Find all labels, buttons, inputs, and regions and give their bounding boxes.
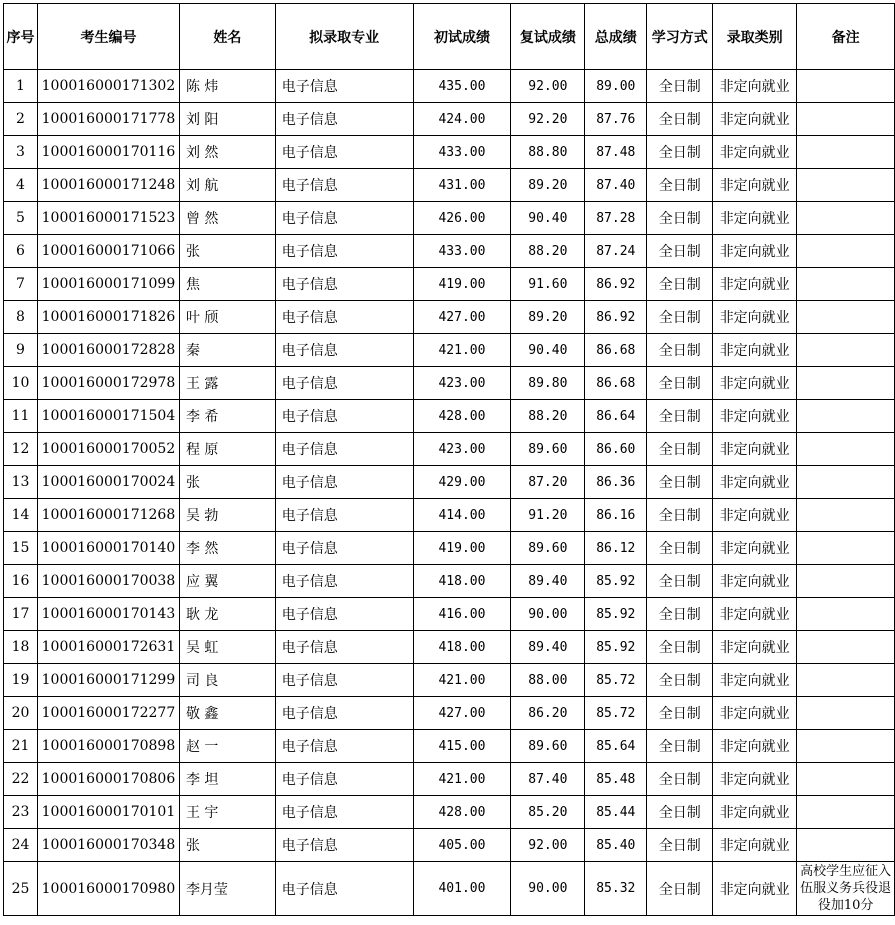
cell-total-score: 86.16 (585, 499, 647, 532)
cell-retest-score: 87.20 (511, 466, 585, 499)
cell-exam-id: 100016000172828 (37, 334, 179, 367)
cell-admission-type: 非定向就业 (713, 796, 797, 829)
cell-initial-score: 405.00 (413, 829, 511, 862)
cell-exam-id: 100016000170980 (37, 862, 179, 916)
table-row (4, 532, 895, 565)
cell-major: 电子信息 (275, 334, 413, 367)
cell-index: 7 (4, 268, 38, 301)
cell-admission-type: 非定向就业 (713, 664, 797, 697)
cell-study-mode: 全日制 (647, 367, 713, 400)
cell-index: 24 (4, 829, 38, 862)
cell-retest-score: 90.00 (511, 598, 585, 631)
cell-study-mode: 全日制 (647, 334, 713, 367)
cell-retest-score: 92.00 (511, 829, 585, 862)
cell-name: 刘 然 (179, 136, 275, 169)
cell-exam-id: 100016000171066 (37, 235, 179, 268)
cell-exam-id: 100016000170101 (37, 796, 179, 829)
table-header (4, 4, 895, 70)
cell-admission-type: 非定向就业 (713, 136, 797, 169)
cell-remarks (797, 367, 895, 400)
cell-study-mode: 全日制 (647, 169, 713, 202)
cell-exam-id: 100016000172978 (37, 367, 179, 400)
cell-exam-id: 100016000170348 (37, 829, 179, 862)
cell-name: 刘 航 (179, 169, 275, 202)
header-retest-score: 复试成绩 (511, 4, 585, 70)
cell-admission-type: 非定向就业 (713, 433, 797, 466)
cell-exam-id: 100016000170806 (37, 763, 179, 796)
cell-admission-type: 非定向就业 (713, 829, 797, 862)
cell-total-score: 86.60 (585, 433, 647, 466)
cell-exam-id: 100016000172277 (37, 697, 179, 730)
cell-total-score: 85.64 (585, 730, 647, 763)
cell-admission-type: 非定向就业 (713, 499, 797, 532)
cell-initial-score: 421.00 (413, 664, 511, 697)
cell-study-mode: 全日制 (647, 598, 713, 631)
header-remarks: 备注 (797, 4, 895, 70)
cell-major: 电子信息 (275, 499, 413, 532)
table-row (4, 763, 895, 796)
table-row (4, 301, 895, 334)
header-row (4, 4, 895, 70)
cell-retest-score: 85.20 (511, 796, 585, 829)
cell-admission-type: 非定向就业 (713, 763, 797, 796)
cell-remarks (797, 763, 895, 796)
cell-exam-id: 100016000171523 (37, 202, 179, 235)
header-exam-id: 考生编号 (37, 4, 179, 70)
cell-initial-score: 428.00 (413, 400, 511, 433)
cell-total-score: 85.92 (585, 598, 647, 631)
table-row (4, 829, 895, 862)
cell-study-mode: 全日制 (647, 796, 713, 829)
cell-initial-score: 418.00 (413, 631, 511, 664)
cell-admission-type: 非定向就业 (713, 103, 797, 136)
cell-index: 16 (4, 565, 38, 598)
cell-total-score: 85.92 (585, 565, 647, 598)
cell-initial-score: 427.00 (413, 301, 511, 334)
cell-admission-type: 非定向就业 (713, 631, 797, 664)
cell-admission-type: 非定向就业 (713, 268, 797, 301)
cell-major: 电子信息 (275, 730, 413, 763)
cell-retest-score: 89.40 (511, 565, 585, 598)
table-row (4, 697, 895, 730)
table-row (4, 796, 895, 829)
cell-remarks (797, 136, 895, 169)
cell-remarks (797, 334, 895, 367)
cell-index: 8 (4, 301, 38, 334)
cell-exam-id: 100016000171826 (37, 301, 179, 334)
cell-study-mode: 全日制 (647, 697, 713, 730)
cell-major: 电子信息 (275, 301, 413, 334)
header-total-score: 总成绩 (585, 4, 647, 70)
cell-major: 电子信息 (275, 103, 413, 136)
cell-index: 19 (4, 664, 38, 697)
cell-initial-score: 415.00 (413, 730, 511, 763)
cell-study-mode: 全日制 (647, 103, 713, 136)
cell-name: 李月莹 (179, 862, 275, 916)
header-study-mode: 学习方式 (647, 4, 713, 70)
cell-name: 敬 鑫 (179, 697, 275, 730)
table-row (4, 136, 895, 169)
table-row (4, 433, 895, 466)
cell-name: 吴 勃 (179, 499, 275, 532)
cell-study-mode: 全日制 (647, 136, 713, 169)
cell-total-score: 89.00 (585, 70, 647, 103)
cell-name: 赵 一 (179, 730, 275, 763)
table-row (4, 499, 895, 532)
cell-index: 20 (4, 697, 38, 730)
cell-initial-score: 414.00 (413, 499, 511, 532)
cell-initial-score: 421.00 (413, 763, 511, 796)
table-row (4, 103, 895, 136)
cell-initial-score: 433.00 (413, 235, 511, 268)
cell-index: 21 (4, 730, 38, 763)
cell-major: 电子信息 (275, 565, 413, 598)
cell-exam-id: 100016000171778 (37, 103, 179, 136)
table-row (4, 862, 895, 916)
cell-exam-id: 100016000171504 (37, 400, 179, 433)
cell-total-score: 85.48 (585, 763, 647, 796)
cell-study-mode: 全日制 (647, 70, 713, 103)
cell-admission-type: 非定向就业 (713, 202, 797, 235)
cell-initial-score: 418.00 (413, 565, 511, 598)
cell-remarks (797, 664, 895, 697)
table-row (4, 466, 895, 499)
cell-retest-score: 88.00 (511, 664, 585, 697)
cell-name: 李 希 (179, 400, 275, 433)
cell-admission-type: 非定向就业 (713, 70, 797, 103)
cell-exam-id: 100016000170038 (37, 565, 179, 598)
cell-study-mode: 全日制 (647, 829, 713, 862)
cell-name: 焦 (179, 268, 275, 301)
header-index: 序号 (4, 4, 38, 70)
cell-study-mode: 全日制 (647, 433, 713, 466)
cell-retest-score: 89.20 (511, 169, 585, 202)
cell-total-score: 86.68 (585, 334, 647, 367)
cell-remarks (797, 268, 895, 301)
cell-remarks (797, 433, 895, 466)
cell-study-mode: 全日制 (647, 763, 713, 796)
cell-initial-score: 421.00 (413, 334, 511, 367)
admission-table (3, 3, 895, 916)
cell-initial-score: 433.00 (413, 136, 511, 169)
cell-index: 1 (4, 70, 38, 103)
cell-exam-id: 100016000170024 (37, 466, 179, 499)
cell-name: 程 原 (179, 433, 275, 466)
cell-total-score: 86.64 (585, 400, 647, 433)
cell-total-score: 87.24 (585, 235, 647, 268)
cell-major: 电子信息 (275, 235, 413, 268)
cell-name: 叶 颀 (179, 301, 275, 334)
cell-major: 电子信息 (275, 796, 413, 829)
cell-admission-type: 非定向就业 (713, 235, 797, 268)
cell-name: 应 翼 (179, 565, 275, 598)
cell-initial-score: 428.00 (413, 796, 511, 829)
cell-retest-score: 90.40 (511, 202, 585, 235)
cell-initial-score: 435.00 (413, 70, 511, 103)
cell-name: 曾 然 (179, 202, 275, 235)
cell-major: 电子信息 (275, 136, 413, 169)
cell-index: 3 (4, 136, 38, 169)
cell-admission-type: 非定向就业 (713, 169, 797, 202)
cell-name: 李 坦 (179, 763, 275, 796)
cell-exam-id: 100016000171248 (37, 169, 179, 202)
cell-name: 司 良 (179, 664, 275, 697)
cell-index: 22 (4, 763, 38, 796)
cell-study-mode: 全日制 (647, 301, 713, 334)
cell-remarks (797, 730, 895, 763)
cell-study-mode: 全日制 (647, 565, 713, 598)
cell-total-score: 85.40 (585, 829, 647, 862)
cell-admission-type: 非定向就业 (713, 697, 797, 730)
cell-study-mode: 全日制 (647, 862, 713, 916)
cell-study-mode: 全日制 (647, 400, 713, 433)
cell-total-score: 86.92 (585, 268, 647, 301)
cell-retest-score: 90.00 (511, 862, 585, 916)
cell-remarks (797, 697, 895, 730)
cell-initial-score: 426.00 (413, 202, 511, 235)
cell-retest-score: 92.00 (511, 70, 585, 103)
table-row (4, 70, 895, 103)
cell-major: 电子信息 (275, 400, 413, 433)
cell-major: 电子信息 (275, 697, 413, 730)
header-name: 姓名 (179, 4, 275, 70)
cell-index: 10 (4, 367, 38, 400)
cell-retest-score: 89.60 (511, 730, 585, 763)
cell-remarks (797, 301, 895, 334)
header-initial-score: 初试成绩 (413, 4, 511, 70)
cell-exam-id: 100016000171299 (37, 664, 179, 697)
cell-study-mode: 全日制 (647, 532, 713, 565)
cell-remarks: 高校学生应征入伍服义务兵役退役加10分 (797, 862, 895, 916)
cell-study-mode: 全日制 (647, 631, 713, 664)
cell-total-score: 85.92 (585, 631, 647, 664)
table-row (4, 664, 895, 697)
cell-exam-id: 100016000170898 (37, 730, 179, 763)
cell-index: 12 (4, 433, 38, 466)
table-row (4, 598, 895, 631)
cell-total-score: 87.28 (585, 202, 647, 235)
cell-admission-type: 非定向就业 (713, 730, 797, 763)
cell-major: 电子信息 (275, 466, 413, 499)
cell-retest-score: 90.40 (511, 334, 585, 367)
cell-remarks (797, 400, 895, 433)
cell-retest-score: 89.60 (511, 433, 585, 466)
cell-remarks (797, 532, 895, 565)
cell-major: 电子信息 (275, 631, 413, 664)
cell-index: 4 (4, 169, 38, 202)
cell-major: 电子信息 (275, 829, 413, 862)
cell-major: 电子信息 (275, 862, 413, 916)
cell-retest-score: 89.60 (511, 532, 585, 565)
cell-index: 13 (4, 466, 38, 499)
cell-exam-id: 100016000172631 (37, 631, 179, 664)
cell-remarks (797, 499, 895, 532)
cell-initial-score: 423.00 (413, 367, 511, 400)
cell-exam-id: 100016000171302 (37, 70, 179, 103)
cell-initial-score: 419.00 (413, 532, 511, 565)
cell-admission-type: 非定向就业 (713, 367, 797, 400)
cell-study-mode: 全日制 (647, 499, 713, 532)
cell-remarks (797, 103, 895, 136)
cell-remarks (797, 598, 895, 631)
cell-name: 王 露 (179, 367, 275, 400)
cell-name: 刘 阳 (179, 103, 275, 136)
cell-exam-id: 100016000170140 (37, 532, 179, 565)
cell-remarks (797, 631, 895, 664)
cell-major: 电子信息 (275, 367, 413, 400)
cell-name: 耿 龙 (179, 598, 275, 631)
cell-remarks (797, 829, 895, 862)
cell-initial-score: 401.00 (413, 862, 511, 916)
cell-index: 6 (4, 235, 38, 268)
cell-total-score: 86.92 (585, 301, 647, 334)
cell-index: 5 (4, 202, 38, 235)
header-major: 拟录取专业 (275, 4, 413, 70)
cell-retest-score: 91.60 (511, 268, 585, 301)
cell-study-mode: 全日制 (647, 202, 713, 235)
cell-major: 电子信息 (275, 763, 413, 796)
cell-total-score: 85.32 (585, 862, 647, 916)
cell-study-mode: 全日制 (647, 730, 713, 763)
cell-remarks (797, 235, 895, 268)
cell-total-score: 85.44 (585, 796, 647, 829)
cell-initial-score: 424.00 (413, 103, 511, 136)
cell-major: 电子信息 (275, 268, 413, 301)
cell-retest-score: 88.20 (511, 400, 585, 433)
table-row (4, 631, 895, 664)
cell-name: 吴 虹 (179, 631, 275, 664)
table-row (4, 565, 895, 598)
cell-exam-id: 100016000170143 (37, 598, 179, 631)
cell-index: 17 (4, 598, 38, 631)
cell-index: 23 (4, 796, 38, 829)
cell-name: 王 宇 (179, 796, 275, 829)
cell-study-mode: 全日制 (647, 664, 713, 697)
cell-index: 14 (4, 499, 38, 532)
cell-name: 张 (179, 829, 275, 862)
table-row (4, 400, 895, 433)
cell-retest-score: 89.20 (511, 301, 585, 334)
cell-study-mode: 全日制 (647, 466, 713, 499)
cell-remarks (797, 70, 895, 103)
cell-total-score: 87.76 (585, 103, 647, 136)
cell-name: 陈 炜 (179, 70, 275, 103)
cell-exam-id: 100016000171268 (37, 499, 179, 532)
cell-initial-score: 419.00 (413, 268, 511, 301)
cell-admission-type: 非定向就业 (713, 334, 797, 367)
table-row (4, 367, 895, 400)
cell-index: 9 (4, 334, 38, 367)
cell-total-score: 85.72 (585, 664, 647, 697)
table-body (4, 70, 895, 916)
cell-admission-type: 非定向就业 (713, 565, 797, 598)
cell-remarks (797, 565, 895, 598)
cell-retest-score: 91.20 (511, 499, 585, 532)
header-admission-type: 录取类别 (713, 4, 797, 70)
cell-admission-type: 非定向就业 (713, 862, 797, 916)
cell-remarks (797, 169, 895, 202)
cell-name: 秦 (179, 334, 275, 367)
cell-exam-id: 100016000170116 (37, 136, 179, 169)
cell-remarks (797, 466, 895, 499)
cell-admission-type: 非定向就业 (713, 466, 797, 499)
cell-major: 电子信息 (275, 202, 413, 235)
cell-retest-score: 88.20 (511, 235, 585, 268)
cell-name: 李 然 (179, 532, 275, 565)
cell-total-score: 87.48 (585, 136, 647, 169)
cell-major: 电子信息 (275, 169, 413, 202)
cell-retest-score: 88.80 (511, 136, 585, 169)
cell-index: 25 (4, 862, 38, 916)
cell-initial-score: 423.00 (413, 433, 511, 466)
cell-admission-type: 非定向就业 (713, 400, 797, 433)
cell-total-score: 86.68 (585, 367, 647, 400)
cell-major: 电子信息 (275, 532, 413, 565)
cell-major: 电子信息 (275, 598, 413, 631)
cell-retest-score: 92.20 (511, 103, 585, 136)
table-row (4, 235, 895, 268)
cell-study-mode: 全日制 (647, 235, 713, 268)
cell-admission-type: 非定向就业 (713, 532, 797, 565)
cell-study-mode: 全日制 (647, 268, 713, 301)
cell-admission-type: 非定向就业 (713, 301, 797, 334)
table-row (4, 268, 895, 301)
cell-initial-score: 416.00 (413, 598, 511, 631)
table-row (4, 202, 895, 235)
cell-admission-type: 非定向就业 (713, 598, 797, 631)
cell-retest-score: 87.40 (511, 763, 585, 796)
cell-remarks (797, 202, 895, 235)
cell-retest-score: 86.20 (511, 697, 585, 730)
cell-initial-score: 427.00 (413, 697, 511, 730)
cell-major: 电子信息 (275, 664, 413, 697)
cell-index: 11 (4, 400, 38, 433)
cell-remarks (797, 796, 895, 829)
cell-retest-score: 89.80 (511, 367, 585, 400)
cell-retest-score: 89.40 (511, 631, 585, 664)
table-row (4, 730, 895, 763)
cell-total-score: 87.40 (585, 169, 647, 202)
cell-index: 18 (4, 631, 38, 664)
table-row (4, 334, 895, 367)
cell-major: 电子信息 (275, 433, 413, 466)
cell-index: 2 (4, 103, 38, 136)
cell-index: 15 (4, 532, 38, 565)
cell-exam-id: 100016000171099 (37, 268, 179, 301)
cell-total-score: 86.12 (585, 532, 647, 565)
cell-name: 张 (179, 466, 275, 499)
cell-name: 张 (179, 235, 275, 268)
cell-total-score: 85.72 (585, 697, 647, 730)
cell-exam-id: 100016000170052 (37, 433, 179, 466)
cell-initial-score: 429.00 (413, 466, 511, 499)
cell-total-score: 86.36 (585, 466, 647, 499)
cell-initial-score: 431.00 (413, 169, 511, 202)
table-row (4, 169, 895, 202)
cell-major: 电子信息 (275, 70, 413, 103)
